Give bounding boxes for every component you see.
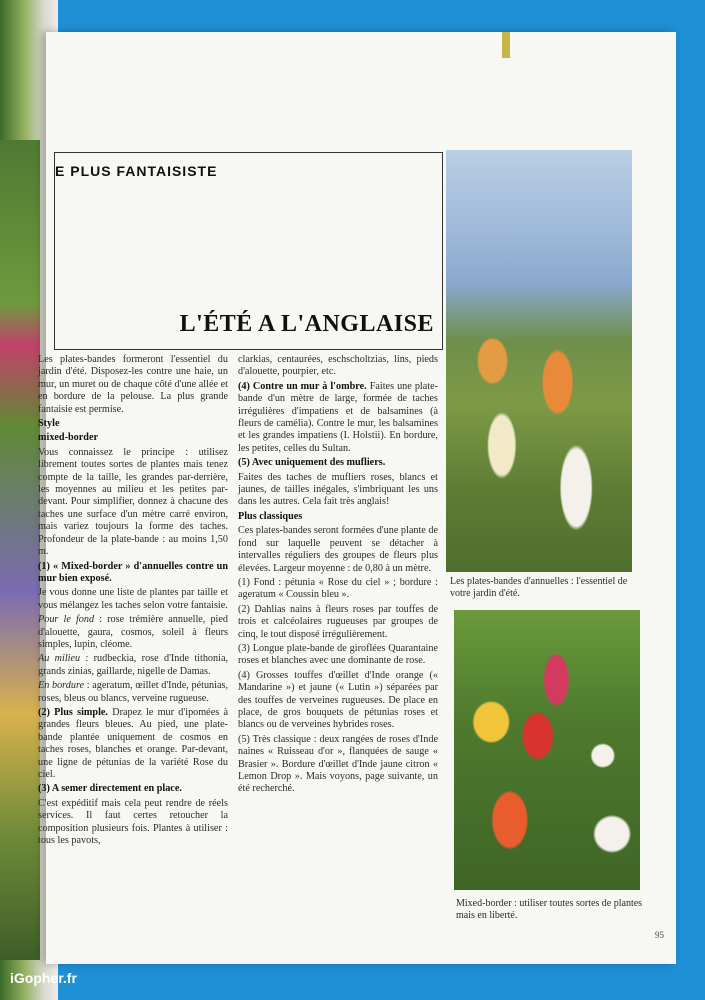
bookmark-ribbon [502,32,510,58]
list-item-fond [38,614,228,651]
flower-photo-mixed-border [454,610,640,890]
item-heading-3: (3) A semer directement en place. [38,783,182,795]
paragraph: Faites des taches de mufliers roses, blancs et jaunes, de tailles inégales, s'imbriquant les uns dans les autres. Cela fait très anglais! [238,471,438,508]
list-item: (1) Fond : pétunia « Rose du ciel » ; bordure : ageratum « Coussin bleu ». [238,576,438,601]
classic-heading: Plus classiques [238,510,303,522]
paragraph: Je vous donne une liste de plantes par taille et vous mélangez les taches selon votre fantaisie. [38,587,228,611]
left-page-photo [0,140,40,960]
intro-paragraph: Les plates-bandes formeront l'essentiel du jardin d'été. Disposez-les contre une haie, un mur, un muret ou de chaque côté d'une allée et en bordure de la pelouse. La plus grande fantaisie est permise. [38,354,228,415]
fond-label: Pour le fond [38,614,95,626]
milieu-text: : rudbeckia, rose d'Inde tithonia, grands zinias, gaillarde, nigelle de Damas. [38,653,229,677]
milieu-label: Au milieu [38,653,81,665]
text-column-1 [38,354,228,914]
paragraph: C'est expéditif mais cela peut rendre de réels services. Il faut certes retoucher la composition plusieurs fois. Plantes à utiliser : tous les pavots, [38,797,228,847]
style-heading: Style [38,418,60,430]
bordure-text: : ageratum, œillet d'Inde, pétunias, roses, bleus ou blancs, verveine rugueuse. [38,680,229,704]
list-item-bordure [38,680,228,705]
paragraph: Ces plates-bandes seront formées d'une plante de fond sur laquelle peuvent se détacher à intervalles réguliers des groupes de fleurs plus élevées. Largeur moyenne : de 0,80 à un mètre. [238,525,438,574]
section-label: E PLUS FANTAISISTE [55,163,218,179]
item-heading-5: (5) Avec uniquement des mufliers. [238,457,386,469]
item-heading-1: (1) « Mixed-border » d'annuelles contre un mur bien exposé. [38,560,228,584]
book-page [38,32,676,964]
page-number: 95 [655,930,664,940]
flower-photo-annuals [446,150,632,572]
bordure-label: En bordure [38,680,85,692]
item-2 [38,707,228,781]
photo-caption-1: Les plates-bandes d'annuelles : l'essentiel de votre jardin d'été. [450,576,628,599]
item-4 [238,381,438,455]
item-4-text: Faites une plate-bande d'un mètre de large, formée de taches irrégulières d'impatiens et de balsamines (à fleurs de camélia). Contre le mur, les balsamines et les grandes impatiens (I. Holstii). En bordure, les petites, celles du Sultan. [238,380,439,454]
paragraph: clarkias, centaurées, eschscholtzias, lins, pieds d'alouette, pourpier, etc. [238,354,438,378]
header-box [54,152,443,350]
item-heading-4: (4) Contre un mur à l'ombre. [238,380,367,392]
item-2-text: Drapez le mur d'ipomées à grandes fleurs bleues. Au pied, une plate-bande plantée uniquement de cosmos en taches roses, blanches et orange. Par-devant, une ligne de pétunias de la variété Rose du ciel. [38,706,228,780]
style-subheading: mixed-border [38,432,98,444]
watermark: iGopher.fr [10,970,77,986]
list-item: (3) Longue plate-bande de giroflées Quarantaine roses et blanches avec une dominante de rose. [238,642,438,667]
list-item-milieu [38,653,228,678]
photo-caption-2: Mixed-border : utiliser toutes sortes de plantes mais en liberté. [456,898,643,921]
list-item: (5) Très classique : deux rangées de roses d'Inde naines « Ruisseau d'or », flanquées de sauge « Brasier ». Bordure d'œillet d'Inde jaune citron « Lemon Drop ». Mais voyons, page suivante, un été recherché. [238,733,438,795]
paragraph: Vous connaissez le principe : utilisez librement toutes sortes de plantes mais tenez compte de la taille, les grandes par-derrière, les moyennes au milieu et les petites par-devant. Pour simplifier, donnez à chacune des taches une surface d'un mètre carré environ, mais variez toujours la forme des taches. Profondeur de la plate-bande : au moins 1,50 m. [38,446,228,558]
page-title: L'ÉTÉ A L'ANGLAISE [179,311,434,337]
list-item: (4) Grosses touffes d'œillet d'Inde orange (« Mandarine ») et jaune (« Lutin ») séparées par des touffes de verveines rugueuses. De place en place, de gros bouquets de pétunias roses et blancs ou de verveines hybrides roses. [238,669,438,731]
fond-text: : rose trémière annuelle, pied d'alouette, gaura, cosmos, soleil à fleurs simples, lupin, cléome. [38,614,228,650]
list-item: (2) Dahlias nains à fleurs roses par touffes de trois et calcéolaires rugueuses par groupes de cinq, le tout disposé irrégulièrement. [238,603,438,640]
item-heading-2: (2) Plus simple. [38,706,108,718]
text-column-2 [238,354,438,914]
